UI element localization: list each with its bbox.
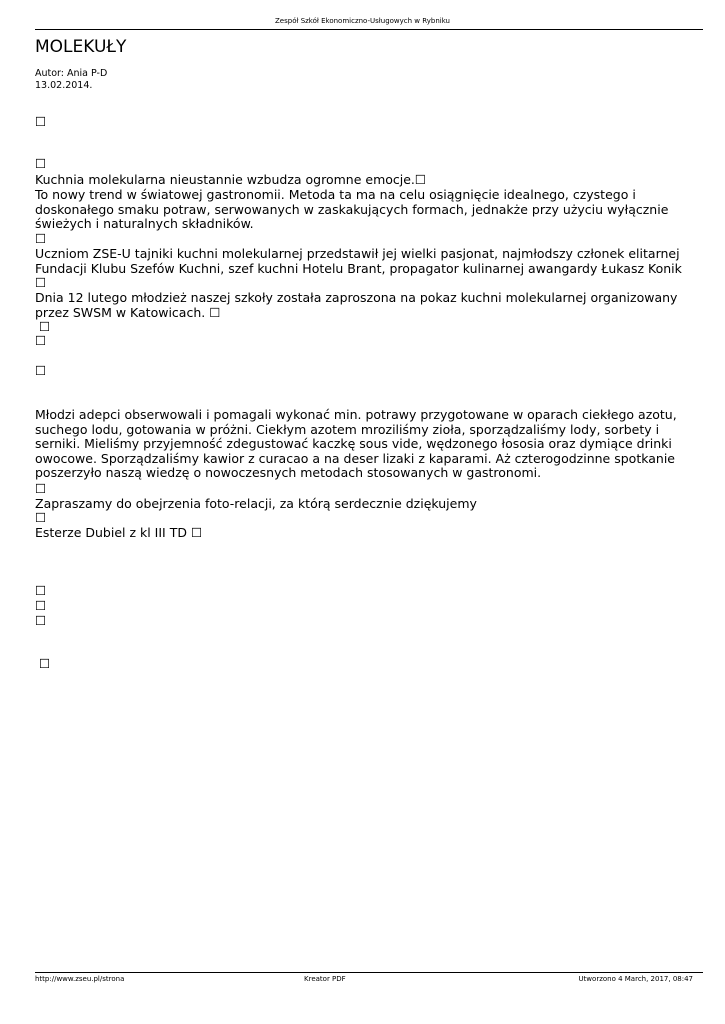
placeholder-box: ☐: [35, 613, 47, 628]
article-title: MOLEKUŁY: [35, 37, 127, 57]
placeholder-box: ☐: [35, 114, 47, 129]
article-author: Autor: Ania P-D: [35, 68, 108, 79]
page-header: Zespół Szkół Ekonomiczno-Usługowych w Rybniku: [275, 17, 450, 25]
paragraph-line: serniki. Mieliśmy przyjemność zdegustować kaczkę sous vide, wędzonego łososia oraz dymiące drinki: [35, 436, 672, 452]
article-date: 13.02.2014.: [35, 80, 93, 91]
paragraph-line: przez SWSM w Katowicach. ☐: [35, 304, 221, 320]
paragraph-line: To nowy trend w światowej gastronomii. Metoda ta ma na celu osiągnięcie idealnego, czystego i: [35, 187, 636, 202]
placeholder-box: ☐: [35, 231, 47, 246]
header-rule: [35, 29, 703, 30]
placeholder-box: ☐: [35, 275, 47, 290]
paragraph-line: owocowe. Sporządzaliśmy kawior z curacao a na deser lizaki z kaparami. Aż czterogodzinne spotkanie: [35, 450, 675, 466]
paragraph-credit: [35, 526, 707, 541]
footer-url[interactable]: http://www.zseu.pl/strona: [35, 975, 125, 983]
placeholder-box: ☐: [35, 481, 47, 496]
placeholder-box: ☐: [35, 156, 47, 171]
paragraph-line: Dnia 12 lutego młodzież naszej szkoły została zaproszona na pokaz kuchni molekularnej organizowany: [35, 290, 678, 305]
paragraph-workshop: [35, 408, 707, 481]
paragraph-line: świeżych i naturalnych składników.: [35, 216, 254, 232]
footer-created: Utworzono 4 March, 2017, 08:47: [578, 975, 693, 983]
paragraph-line: Fundacji Klubu Szefów Kuchni, szef kuchni Hotelu Brant, propagator kulinarnej awangardy Łukasz Konik: [35, 260, 682, 276]
paragraph-intro: [35, 173, 707, 188]
paragraph-line: suchego lodu, gotowania w próżni. Ciekłym azotem mroziliśmy zioła, sporządzaliśmy lody, sorbety i: [35, 421, 660, 437]
paragraph-invite: [35, 497, 707, 512]
placeholder-box: ☐: [39, 656, 51, 671]
footer-generator: Kreator PDF: [304, 975, 346, 983]
paragraph-trend: [35, 188, 707, 232]
placeholder-box: ☐: [35, 583, 47, 598]
paragraph-line: Młodzi adepci obserwowali i pomagali wykonać min. potrawy przygotowane w oparach ciekłego azotu,: [35, 407, 677, 422]
paragraph-line: doskonałego smaku potraw, serwowanych w zaskakujących formach, jednakże przy użyciu wyłącznie: [35, 201, 669, 217]
paragraph-line: poszerzyło naszą wiedzę o nowoczesnych metodach stosowanych w gastronomi.: [35, 465, 542, 481]
paragraph-line: Kuchnia molekularna nieustannie wzbudza ogromne emocje.☐: [35, 172, 427, 187]
placeholder-box: ☐: [35, 333, 47, 348]
placeholder-box: ☐: [35, 598, 47, 613]
placeholder-box: ☐: [35, 363, 47, 378]
paragraph-line: Zapraszamy do obejrzenia foto-relacji, za którą serdecznie dziękujemy: [35, 496, 477, 511]
placeholder-box: ☐: [39, 319, 51, 334]
paragraph-event: [35, 291, 707, 320]
paragraph-line: Esterze Dubiel z kl III TD ☐: [35, 525, 203, 540]
placeholder-box: ☐: [35, 510, 47, 525]
footer-rule: [35, 972, 703, 973]
paragraph-line: Uczniom ZSE-U tajniki kuchni molekularnej przedstawił jej wielki pasjonat, najmłodszy członek elitarnej: [35, 246, 680, 261]
paragraph-presenter: [35, 247, 707, 276]
